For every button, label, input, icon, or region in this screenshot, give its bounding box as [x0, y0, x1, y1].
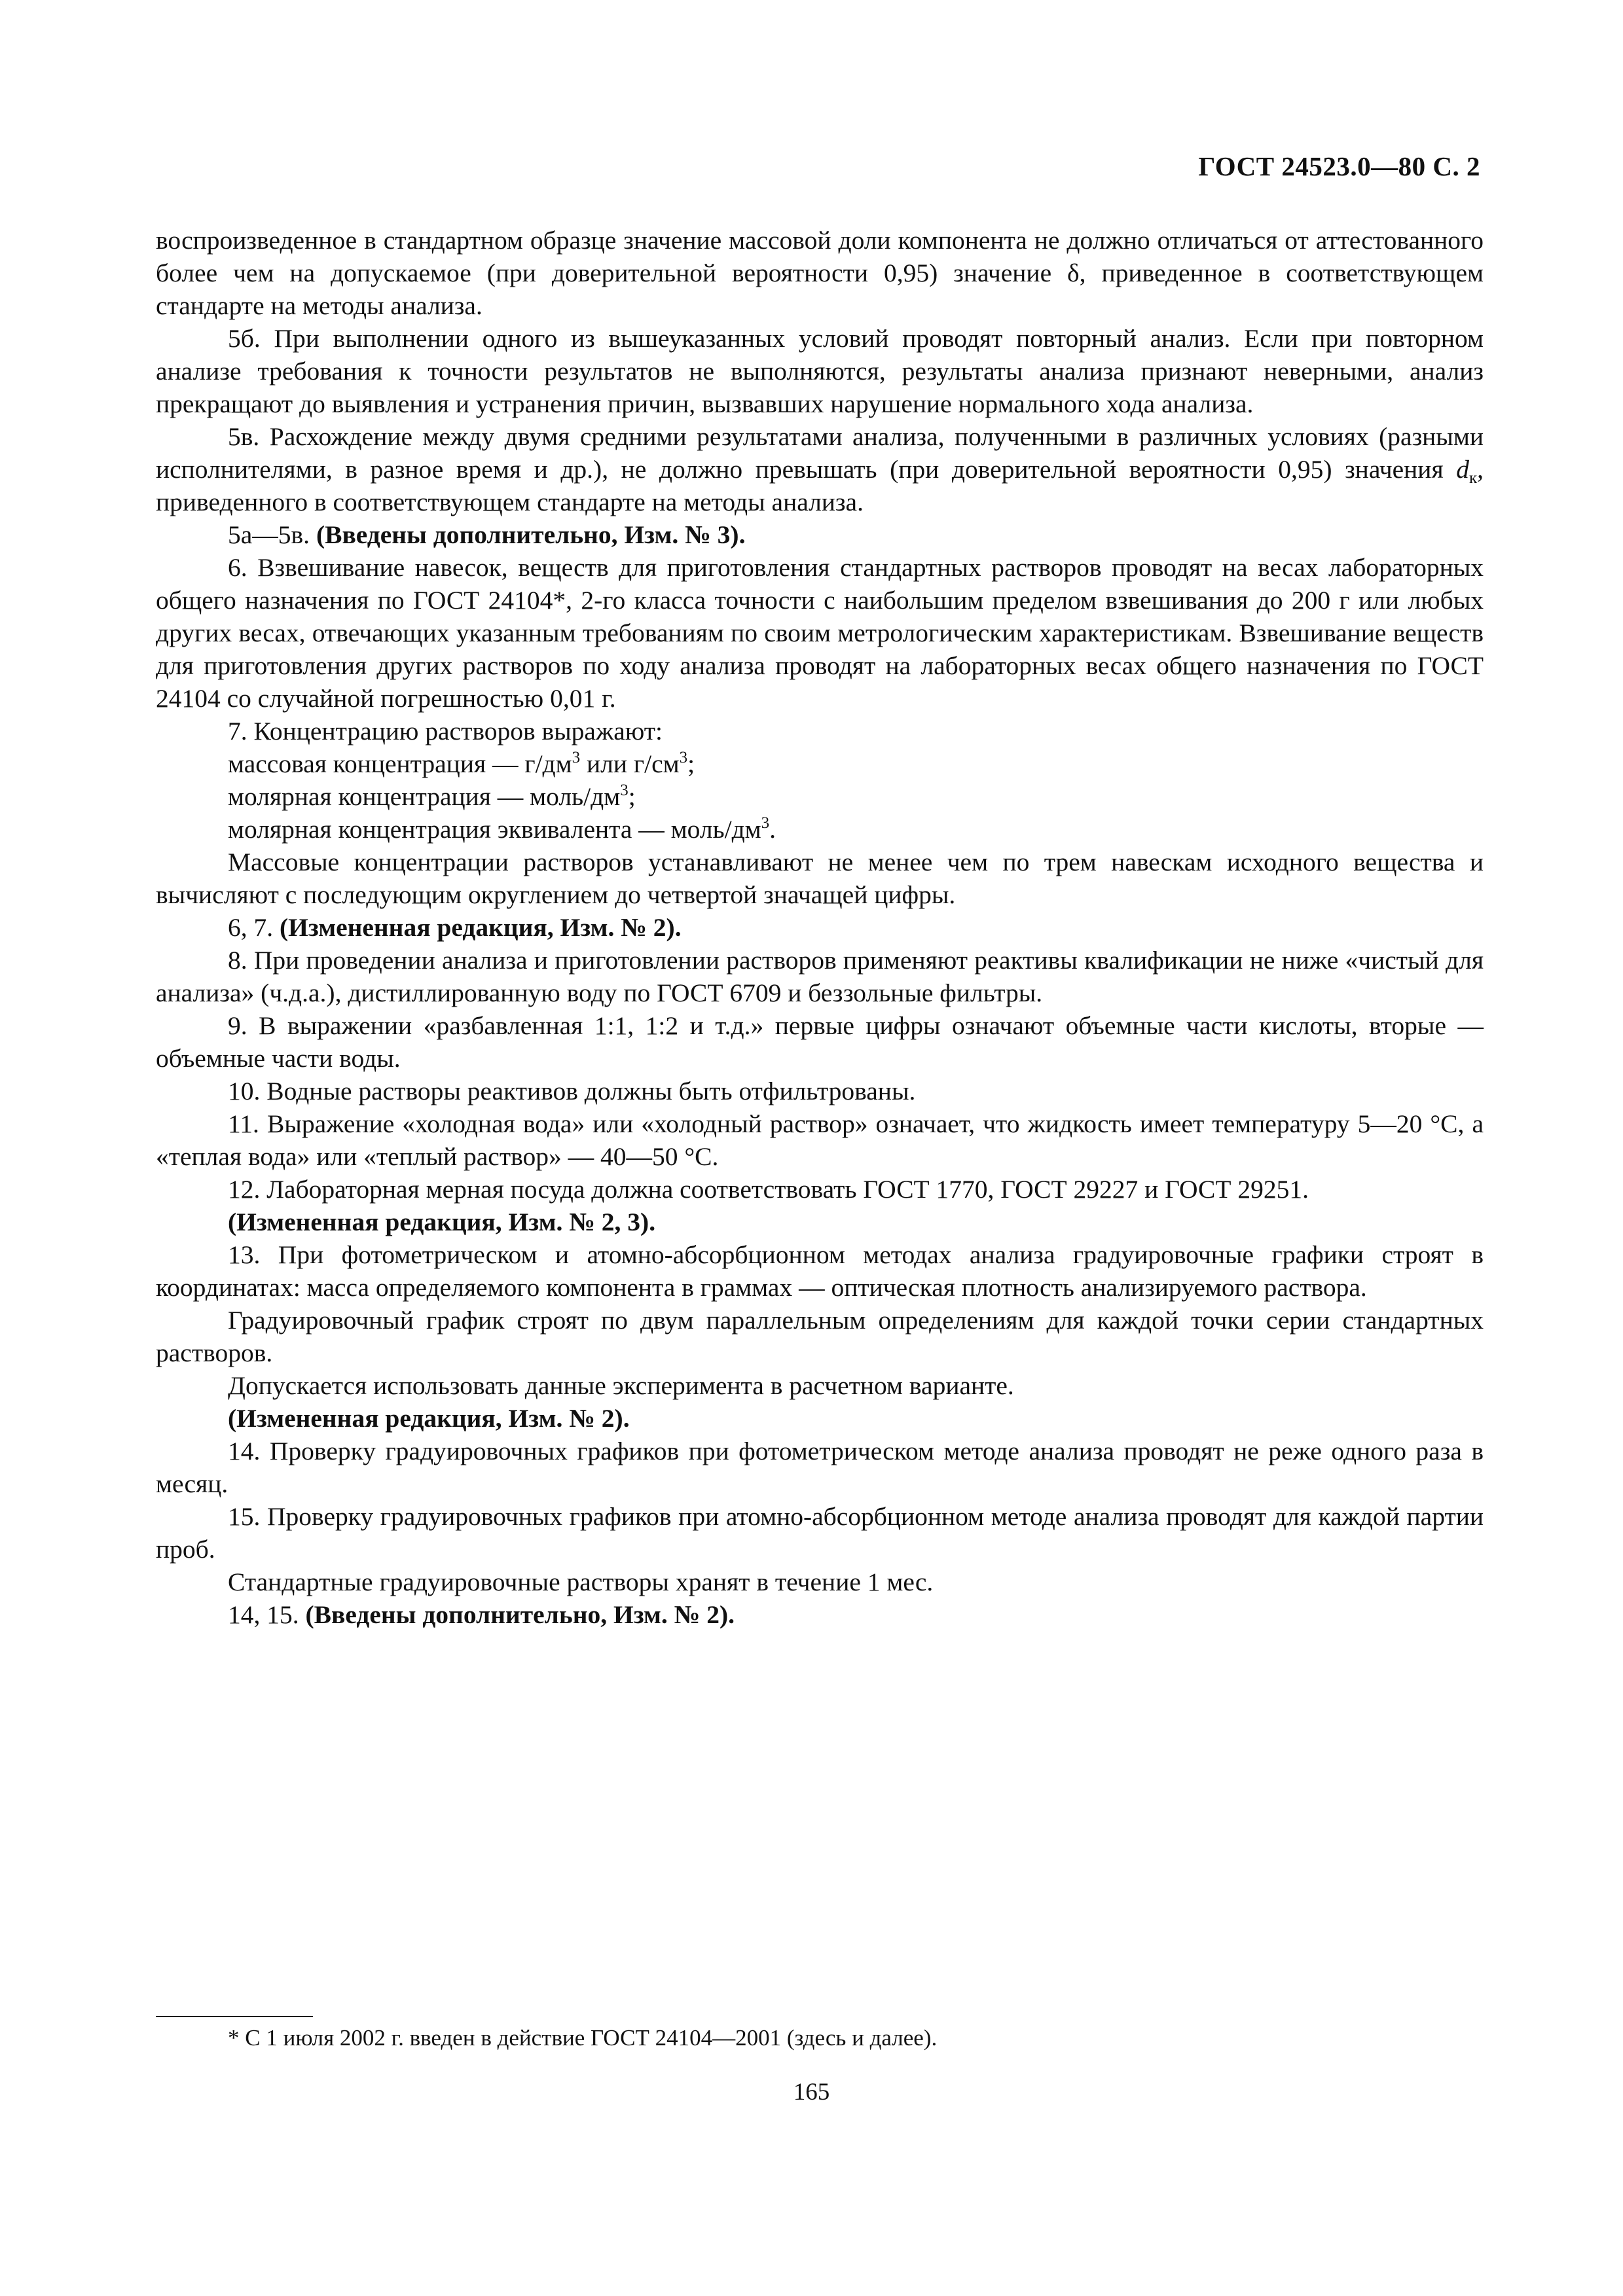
paragraph-15-storage: Стандартные градуировочные растворы хранят в течение 1 мес.: [228, 1568, 934, 1596]
page-header: ГОСТ 24523.0—80 С. 2: [1198, 151, 1480, 181]
paragraph-14: 14. Проверку градуировочных графиков при фотометрическом методе анализа проводят не реже одного раза в месяц.: [156, 1437, 1484, 1498]
paragraph-13-calibration: Градуировочный график строят по двум параллельным определениям для каждой точки серии стандартных растворов.: [156, 1306, 1484, 1367]
paragraph-5b: 5б. При выполнении одного из вышеуказанных условий проводят повторный анализ. Если при повторном анализе требования к точности результатов не выполняются, результаты анализа признают неверными, анализ прекращают до выявления и устранения причин, вызвавших нарушение нормального хода анализа.: [156, 324, 1484, 418]
paragraph-8: 8. При проведении анализа и приготовлении растворов применяют реактивы квалификации не ниже «чистый для анализа» (ч.д.а.), дистиллированную воду по ГОСТ 6709 и беззольные фильтры.: [156, 946, 1484, 1007]
equivalent-concentration-text: молярная концентрация эквивалента — моль/дм: [228, 815, 761, 844]
amendment-note-clauses: 6, 7.: [228, 913, 274, 942]
paragraph-continuation: воспроизведенное в стандартном образце значение массовой доли компонента не должно отличаться от аттестованного более чем на допускаемое (при доверительной вероятности 0,95) значение δ, приведенное в соответствующем стандарте на методы анализа.: [156, 226, 1484, 320]
document-body: [156, 224, 1484, 1631]
page-number: 165: [793, 2079, 830, 2106]
symbol-d: d: [1456, 455, 1469, 484]
amendment-note-text: (Введены дополнительно, Изм. № 3).: [316, 520, 746, 549]
paragraph-7-molar-concentration: [156, 780, 1484, 813]
paragraph-13: 13. При фотометрическом и атомно-абсорбционном методах анализа градуировочные графики строят в координатах: масса определяемого компонента в граммах — оптическая плотность анализируемого раствора.: [156, 1240, 1484, 1302]
amendment-note-text: (Измененная редакция, Изм. № 2).: [280, 913, 682, 942]
paragraph-5v-text: 5в. Расхождение между двумя средними результатами анализа, полученными в различных условиях (разными исполнителями, в разное время и др.), не должно превышать (при доверительной вероятности 0,95) значения: [156, 422, 1484, 484]
paragraph-12: 12. Лабораторная мерная посуда должна соответствовать ГОСТ 1770, ГОСТ 29227 и ГОСТ 29251.: [228, 1175, 1309, 1204]
paragraph-11: 11. Выражение «холодная вода» или «холодный раствор» означает, что жидкость имеет температуру 5—20 °С, а «теплая вода» или «теплый раствор» — 40—50 °С.: [156, 1109, 1484, 1171]
amendment-note-6-7: [156, 911, 1484, 944]
punctuation: ;: [628, 782, 636, 811]
symbol-d-subscript: к: [1468, 469, 1478, 487]
amendment-note-clauses: 14, 15.: [228, 1600, 299, 1629]
amendment-note-13: (Измененная редакция, Изм. № 2).: [228, 1404, 630, 1433]
amendment-note-5a-5v: [156, 518, 1484, 551]
paragraph-13-experiment: Допускается использовать данные эксперимента в расчетном варианте.: [228, 1371, 1014, 1400]
paragraph-7-equivalent-concentration: [156, 813, 1484, 846]
paragraph-7-mass-concentration: [156, 747, 1484, 780]
molar-concentration-text: молярная концентрация — моль/дм: [228, 782, 621, 811]
paragraph-5v: [156, 420, 1484, 518]
paragraph-9: 9. В выражении «разбавленная 1:1, 1:2 и т.д.» первые цифры означают объемные части кислоты, вторые — объемные части воды.: [156, 1011, 1484, 1073]
paragraph-7: 7. Концентрацию растворов выражают:: [228, 717, 663, 745]
paragraph-7-mass-concentrations: Массовые концентрации растворов устанавливают не менее чем по трем навескам исходного вещества и вычисляют с последующим округлением до четвертой значащей цифры.: [156, 848, 1484, 909]
footnote: * С 1 июля 2002 г. введен в действие ГОСТ 24104—2001 (здесь и далее).: [228, 2025, 938, 2051]
footnote-divider: [156, 2016, 313, 2017]
superscript-3: 3: [572, 749, 581, 766]
paragraph-6: 6. Взвешивание навесок, веществ для приготовления стандартных растворов проводят на весах лабораторных общего назначения по ГОСТ 24104*, 2-го класса точности с наибольшим пределом взвешивания до 200 г или любых других весах, отвечающих указанным требованиям по своим метрологическим характеристикам. Взвешивание веществ для приготовления других растворов по ходу анализа проводят на лабораторных весах общего назначения по ГОСТ 24104 со случайной погрешностью 0,01 г.: [156, 553, 1484, 713]
amendment-note-clauses: 5а—5в.: [228, 520, 310, 549]
paragraph-15: 15. Проверку градуировочных графиков при атомно-абсорбционном методе анализа проводят для каждой партии проб.: [156, 1502, 1484, 1564]
mass-concentration-alt: или г/см: [580, 749, 680, 778]
mass-concentration-text: массовая концентрация — г/дм: [228, 749, 572, 778]
punctuation: ;: [687, 749, 695, 778]
amendment-note-text: (Введены дополнительно, Изм. № 2).: [305, 1600, 735, 1629]
superscript-3: 3: [679, 749, 688, 766]
amendment-note-12: (Измененная редакция, Изм. № 2, 3).: [228, 1208, 656, 1236]
superscript-3: 3: [620, 781, 629, 799]
punctuation: .: [769, 815, 776, 844]
amendment-note-14-15: [156, 1598, 1484, 1631]
paragraph-10: 10. Водные растворы реактивов должны быть отфильтрованы.: [228, 1077, 916, 1105]
superscript-3: 3: [761, 814, 770, 832]
paragraph-5v-text-end: , приведенного в соответствующем стандарте на методы анализа.: [156, 455, 1484, 516]
